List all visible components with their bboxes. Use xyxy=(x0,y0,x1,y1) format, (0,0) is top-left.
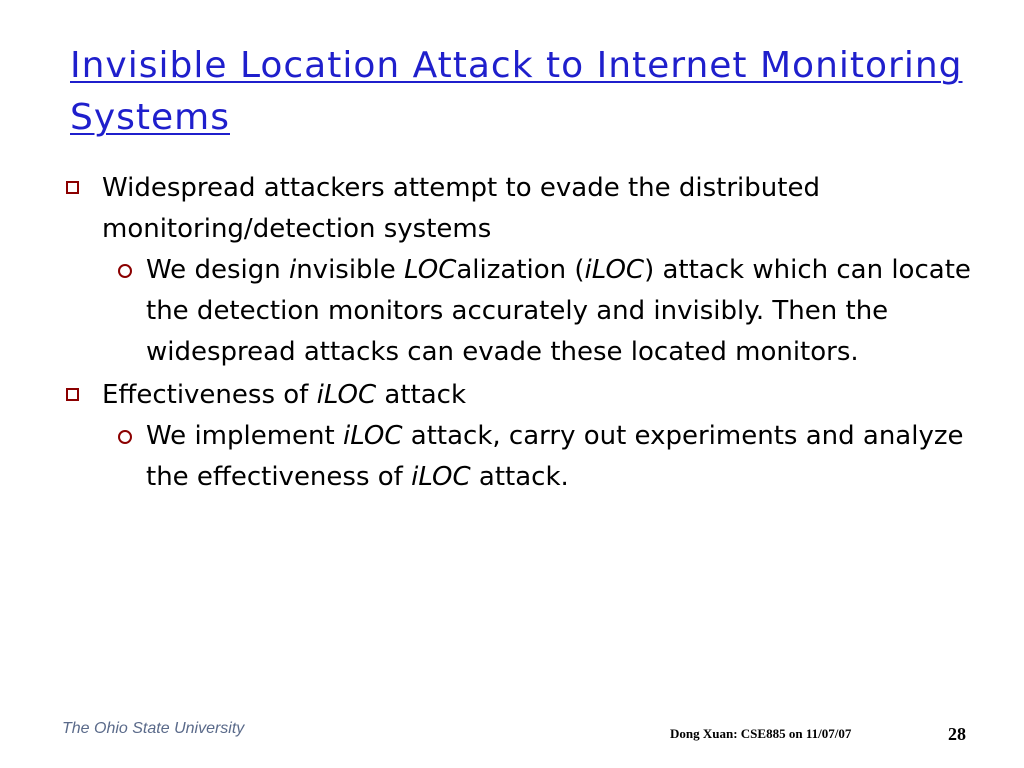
sub-bullet-text-part: ) attack which can locate the detection monitors accurately and invisibly. Then the widespread attacks can evade these located monitors. xyxy=(146,255,971,367)
circle-bullet-icon xyxy=(118,430,132,444)
sub-bullet-list xyxy=(102,250,986,373)
sub-bullet-emphasis: i xyxy=(288,255,297,285)
sub-bullet-emphasis: iLOC xyxy=(411,462,471,492)
bullet-text-part: Effectiveness of xyxy=(102,380,317,410)
sub-bullet-text-part: nvisible xyxy=(296,255,405,285)
circle-bullet-icon xyxy=(118,264,132,278)
bullet-text: Widespread attackers attempt to evade the distributed monitoring/detection systems xyxy=(102,173,820,244)
sub-bullet-text-part: attack, carry out experiments and analyze the effectiveness of xyxy=(146,421,964,492)
sub-bullet-text-part: We design xyxy=(146,255,289,285)
sub-bullet-emphasis: iLOC xyxy=(342,421,403,451)
square-bullet-icon xyxy=(66,181,79,194)
bullet-item xyxy=(56,168,986,373)
bullet-text-part: attack xyxy=(376,380,466,410)
sub-bullet-item xyxy=(102,250,986,373)
page-number: 28 xyxy=(948,724,966,744)
sub-bullet-text-part: attack. xyxy=(470,462,569,492)
sub-bullet-text-part: We implement xyxy=(146,421,343,451)
sub-bullet-emphasis: iLOC xyxy=(584,255,645,285)
sub-bullet-text-part: alization ( xyxy=(456,255,585,285)
bullet-emphasis: iLOC xyxy=(316,380,377,410)
slide-title: Invisible Location Attack to Internet Monitoring Systems xyxy=(70,45,963,138)
footer-author-info: Dong Xuan: CSE885 on 11/07/07 xyxy=(670,726,852,741)
sub-bullet-item xyxy=(102,416,986,498)
square-bullet-icon xyxy=(66,388,79,401)
bullet-list xyxy=(56,168,986,500)
sub-bullet-emphasis: LOC xyxy=(404,255,457,285)
bullet-item xyxy=(56,375,986,498)
footer-university: The Ohio State University xyxy=(62,720,245,737)
sub-bullet-list xyxy=(102,416,986,498)
